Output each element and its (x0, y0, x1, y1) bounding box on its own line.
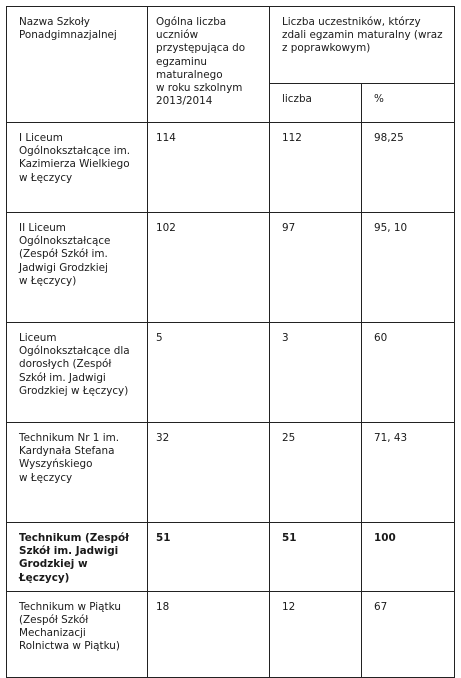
header-school-name: Nazwa Szkoły Ponadgimnazjalnej (7, 7, 148, 123)
school-name-cell: Technikum Nr 1 im. Kardynała Stefana Wyszyńskiego w Łęczycy (7, 423, 148, 523)
table-row (7, 523, 455, 592)
school-name-cell: II Liceum Ogólnokształcące (Zespół Szkół im. Jadwigi Grodzkiej w Łęczycy) (7, 213, 148, 323)
total-students-cell: 114 (148, 123, 270, 213)
header-row (7, 7, 455, 84)
passed-count-cell: 112 (270, 123, 362, 213)
passed-percent-cell: 71, 43 (362, 423, 455, 523)
table-row (7, 323, 455, 423)
school-name-cell: Liceum Ogólnokształcące dla dorosłych (Zespół Szkół im. Jadwigi Grodzkiej w Łęczycy) (7, 323, 148, 423)
passed-percent-cell: 98,25 (362, 123, 455, 213)
header-passed-group: Liczba uczestników, którzy zdali egzamin maturalny (wraz z poprawkowym) (270, 7, 455, 84)
passed-count-cell: 25 (270, 423, 362, 523)
passed-percent-cell: 67 (362, 591, 455, 677)
passed-percent-cell: 95, 10 (362, 213, 455, 323)
passed-percent-cell: 100 (362, 523, 455, 592)
total-students-cell: 102 (148, 213, 270, 323)
table-row (7, 591, 455, 677)
total-students-cell: 51 (148, 523, 270, 592)
exam-results-table (6, 6, 455, 678)
total-students-cell: 32 (148, 423, 270, 523)
header-passed-percent: % (362, 84, 455, 123)
header-passed-count: liczba (270, 84, 362, 123)
school-name-cell: I Liceum Ogólnokształcące im. Kazimierza Wielkiego w Łęczycy (7, 123, 148, 213)
passed-count-cell: 51 (270, 523, 362, 592)
school-name-cell: Technikum w Piątku (Zespół Szkół Mechanizacji Rolnictwa w Piątku) (7, 591, 148, 677)
passed-count-cell: 97 (270, 213, 362, 323)
table-row (7, 213, 455, 323)
total-students-cell: 5 (148, 323, 270, 423)
table-row (7, 123, 455, 213)
header-total-students: Ogólna liczba uczniów przystępująca do egzaminu maturalnego w roku szkolnym 2013/2014 (148, 7, 270, 123)
passed-percent-cell: 60 (362, 323, 455, 423)
total-students-cell: 18 (148, 591, 270, 677)
school-name-cell: Technikum (Zespół Szkół im. Jadwigi Grodzkiej w Łęczycy) (7, 523, 148, 592)
table-row (7, 423, 455, 523)
passed-count-cell: 12 (270, 591, 362, 677)
passed-count-cell: 3 (270, 323, 362, 423)
document-page (6, 6, 455, 678)
